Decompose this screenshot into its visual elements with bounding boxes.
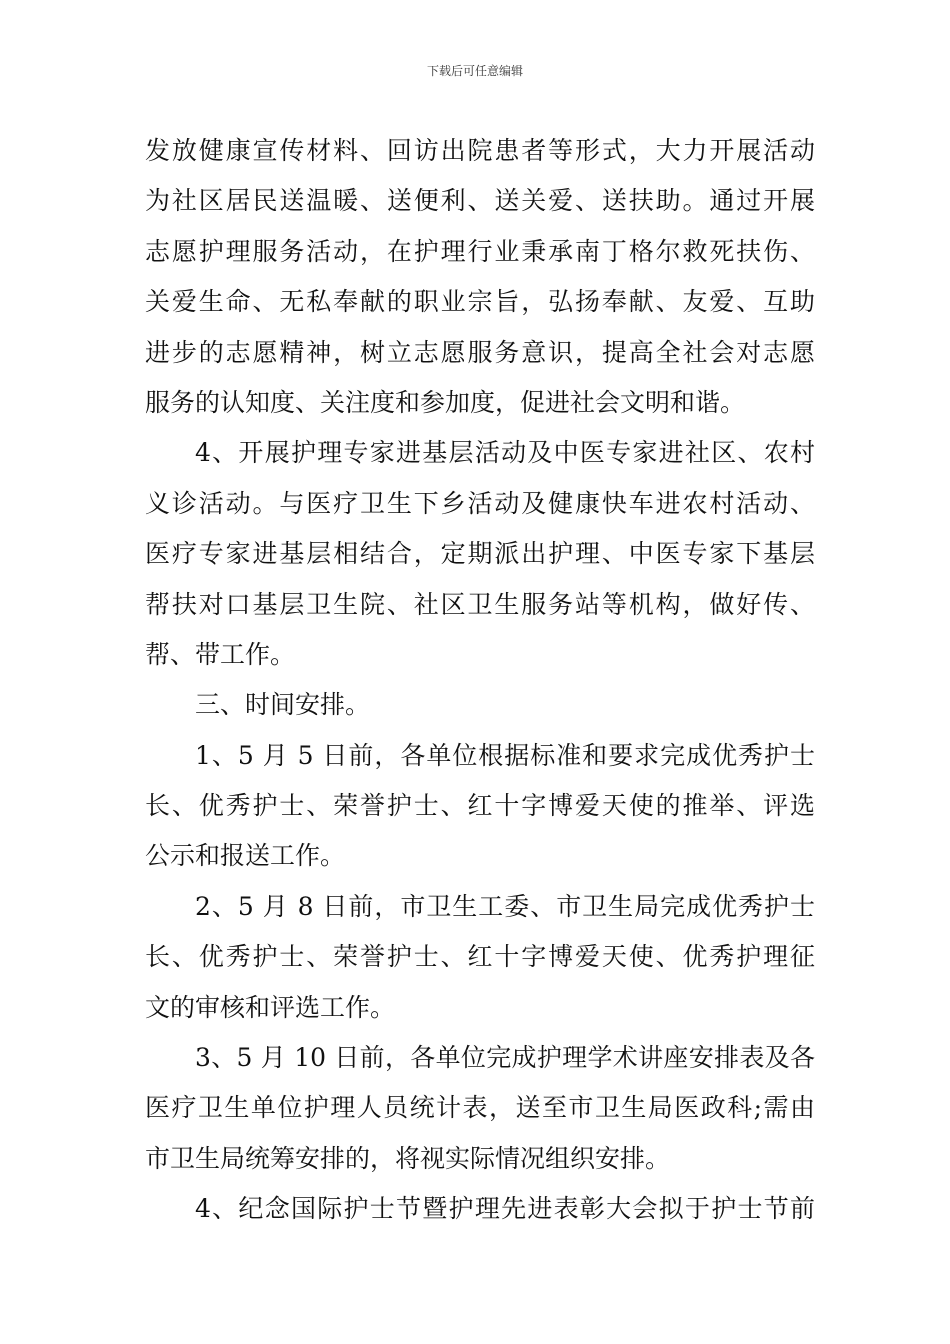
text-line: 志愿护理服务活动，在护理行业秉承南丁格尔救死扶伤、: [145, 236, 815, 266]
text-line: 关爱生命、无私奉献的职业宗旨，弘扬奉献、友爱、互助: [145, 287, 815, 317]
text-line: 2、5 月 8 日前，市卫生工委、市卫生局完成优秀护士: [195, 891, 815, 921]
text-line: 市卫生局统筹安排的，将视实际情况组织安排。: [145, 1143, 671, 1173]
page-header: 下载后可任意编辑: [426, 64, 523, 78]
text-line: 长、优秀护士、荣誉护士、红十字博爱天使、优秀护理征: [145, 942, 815, 972]
text-line: 帮、带工作。: [145, 639, 296, 669]
text-line: 发放健康宣传材料、回访出院患者等形式，大力开展活动: [145, 136, 815, 165]
text-line: 义诊活动。与医疗卫生下乡活动及健康快车进农村活动、: [145, 488, 815, 518]
document-body: [145, 126, 815, 1235]
text-line: 帮扶对口基层卫生院、社区卫生服务站等机构，做好传、: [145, 589, 815, 619]
text-line: 服务的认知度、关注度和参加度，促进社会文明和谐。: [145, 387, 746, 417]
text-line: 医疗卫生单位护理人员统计表，送至市卫生局医政科;需由: [145, 1093, 815, 1123]
text-line: 医疗专家进基层相结合，定期派出护理、中医专家下基层: [145, 539, 815, 569]
text-line: 公示和报送工作。: [145, 841, 346, 871]
text-line: 3、5 月 10 日前，各单位完成护理学术讲座安排表及各: [195, 1043, 815, 1073]
text-line: 1、5 月 5 日前，各单位根据标准和要求完成优秀护士: [195, 740, 815, 770]
text-line: 进步的志愿精神，树立志愿服务意识，提高全社会对志愿: [145, 337, 815, 367]
text-line: 4、纪念国际护士节暨护理先进表彰大会拟于护士节前: [195, 1194, 815, 1224]
text-line: 长、优秀护士、荣誉护士、红十字博爱天使的推举、评选: [145, 791, 815, 821]
text-line: 为社区居民送温暖、送便利、送关爱、送扶助。通过开展: [145, 186, 815, 216]
text-line: 文的审核和评选工作。: [145, 992, 396, 1022]
text-line: 4、开展护理专家进基层活动及中医专家进社区、农村: [195, 438, 815, 468]
text-line: 三、时间安排。: [195, 690, 371, 720]
